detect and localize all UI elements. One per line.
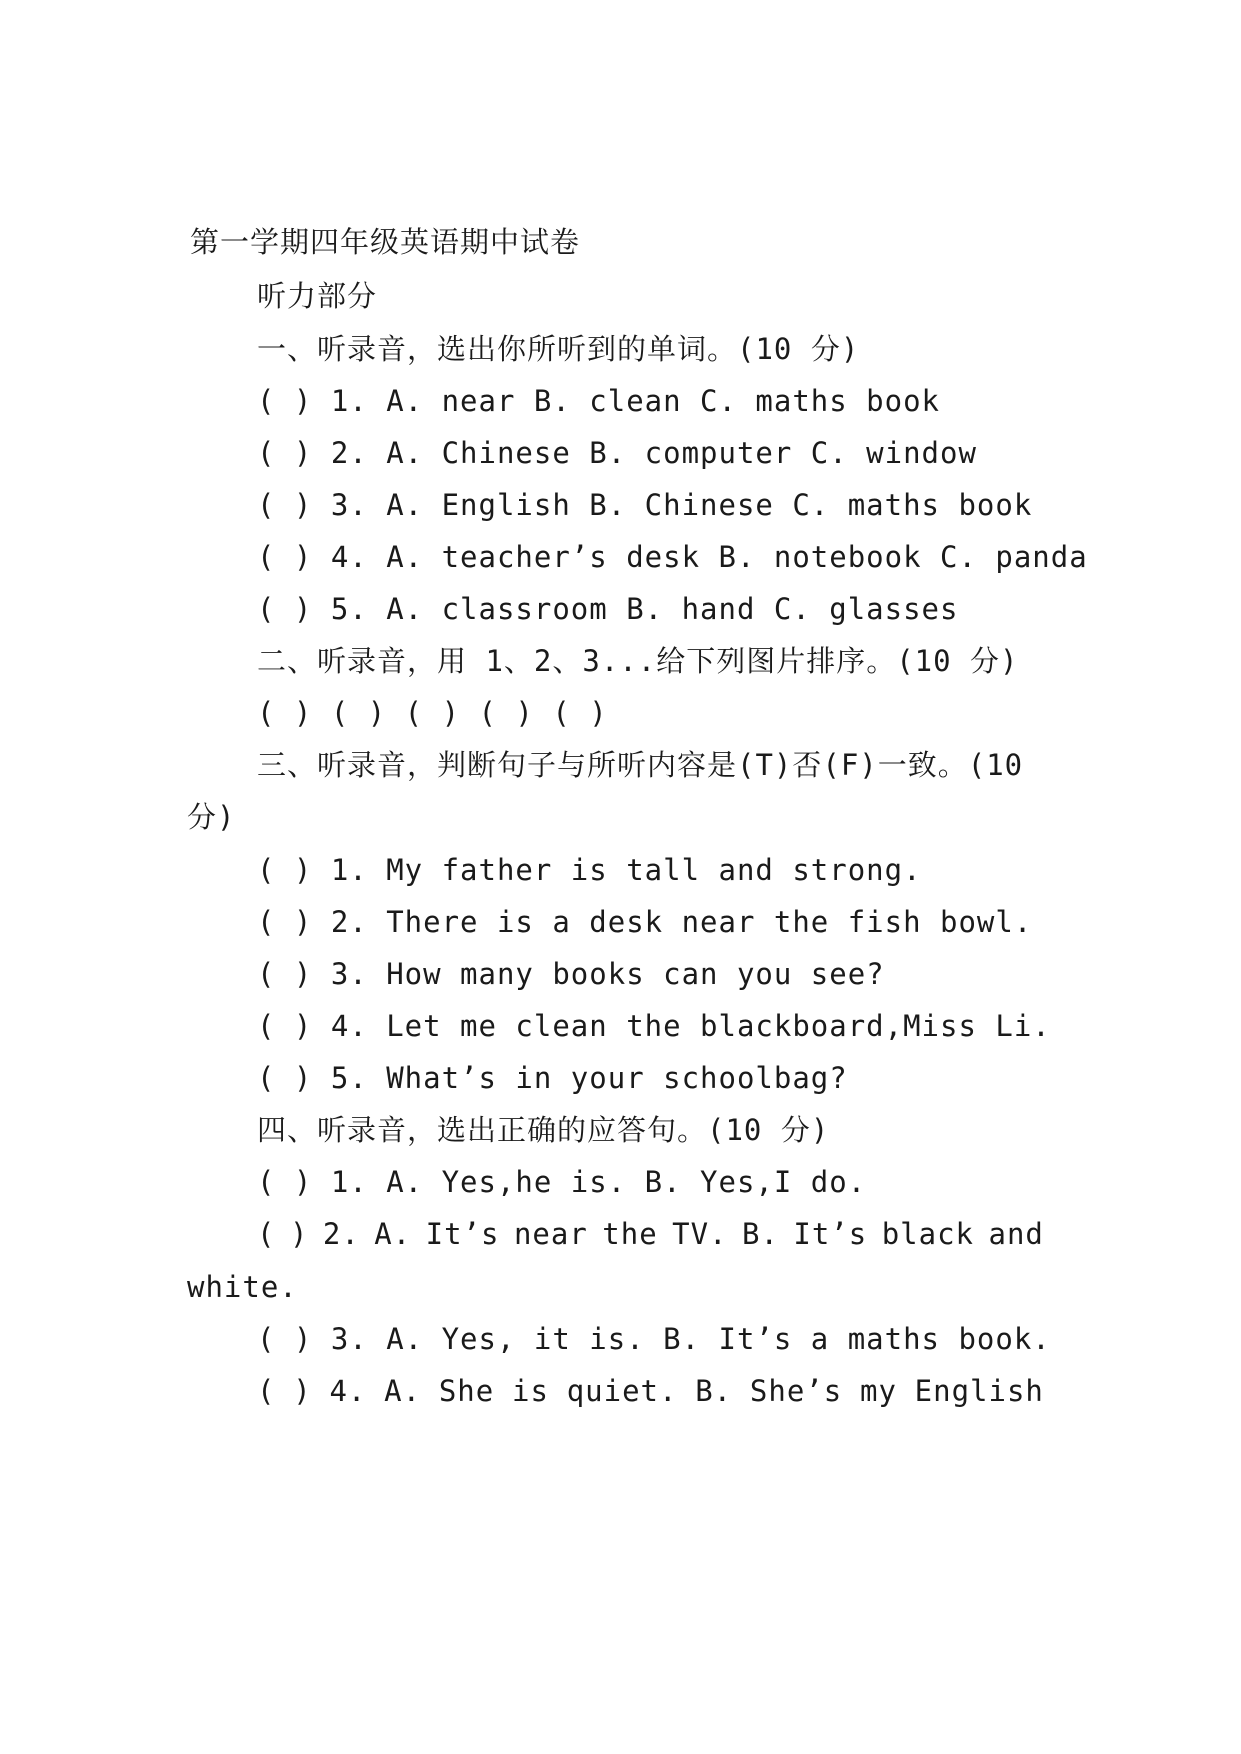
word: my [859, 1374, 897, 1408]
word: B. [695, 1374, 733, 1408]
word: black [881, 1217, 975, 1251]
part1-item-4: ( ) 4. A. teacher’s desk B. notebook C. panda [257, 540, 1088, 574]
word: is [512, 1374, 549, 1408]
part4-item-4 [257, 1371, 1044, 1411]
part1-item-1: ( ) 1. A. near B. clean C. maths book [257, 384, 941, 418]
part3-instruction-cont: 分) [187, 800, 236, 834]
part4-item-2 [257, 1214, 1044, 1254]
page-title: 第一学期四年级英语期中试卷 [190, 225, 581, 259]
part2-instruction: 二、听录音，用 1、2、3...给下列图片排序。(10 分) [257, 644, 1019, 678]
part4-instruction: 四、听录音，选出正确的应答句。(10 分) [257, 1113, 830, 1147]
part1-item-3: ( ) 3. A. English B. Chinese C. maths book [257, 488, 1033, 522]
part3-item-3: ( ) 3. How many books can you see? [257, 957, 885, 991]
word: A. [384, 1374, 422, 1408]
part3-item-2: ( ) 2. There is a desk near the fish bowl. [257, 905, 1033, 939]
word: and [988, 1217, 1044, 1251]
word: A. [374, 1217, 412, 1251]
section-heading: 听力部分 [257, 279, 378, 313]
word: It’s [793, 1217, 868, 1251]
word: She’s [749, 1374, 843, 1408]
part3-item-1: ( ) 1. My father is tall and strong. [257, 853, 922, 887]
word: ) [293, 1374, 312, 1408]
part3-item-4: ( ) 4. Let me clean the blackboard,Miss Li. [257, 1009, 1051, 1043]
part4-item-3: ( ) 3. A. Yes, it is. B. It’s a maths book. [257, 1322, 1051, 1356]
part1-instruction: 一、听录音，选出你所听到的单词。(10 分) [257, 332, 860, 366]
part3-item-5: ( ) 5. What’s in your schoolbag? [257, 1061, 848, 1095]
word: ( [257, 1374, 276, 1408]
word: B. [742, 1217, 779, 1251]
part4-item-1: ( ) 1. A. Yes,he is. B. Yes,I do. [257, 1165, 867, 1199]
word: She [438, 1374, 495, 1408]
part1-item-2: ( ) 2. A. Chinese B. computer C. window [257, 436, 977, 470]
part1-item-5: ( ) 5. A. classroom B. hand C. glasses [257, 592, 959, 626]
word: It’s [425, 1217, 500, 1251]
word: quiet. [566, 1374, 678, 1408]
part3-instruction: 三、听录音，判断句子与所听内容是(T)否(F)一致。(10 [257, 748, 1024, 782]
part2-blanks: ( ) ( ) ( ) ( ) ( ) [257, 696, 608, 730]
word: 4. [329, 1374, 367, 1408]
part4-item-2-cont: white. [187, 1270, 298, 1304]
word: near [513, 1217, 588, 1251]
word: ( [257, 1217, 276, 1251]
word: 2. [322, 1217, 360, 1251]
word: English [914, 1374, 1044, 1408]
word: ) [289, 1217, 309, 1251]
word: the [602, 1217, 658, 1251]
word: TV. [672, 1217, 728, 1251]
